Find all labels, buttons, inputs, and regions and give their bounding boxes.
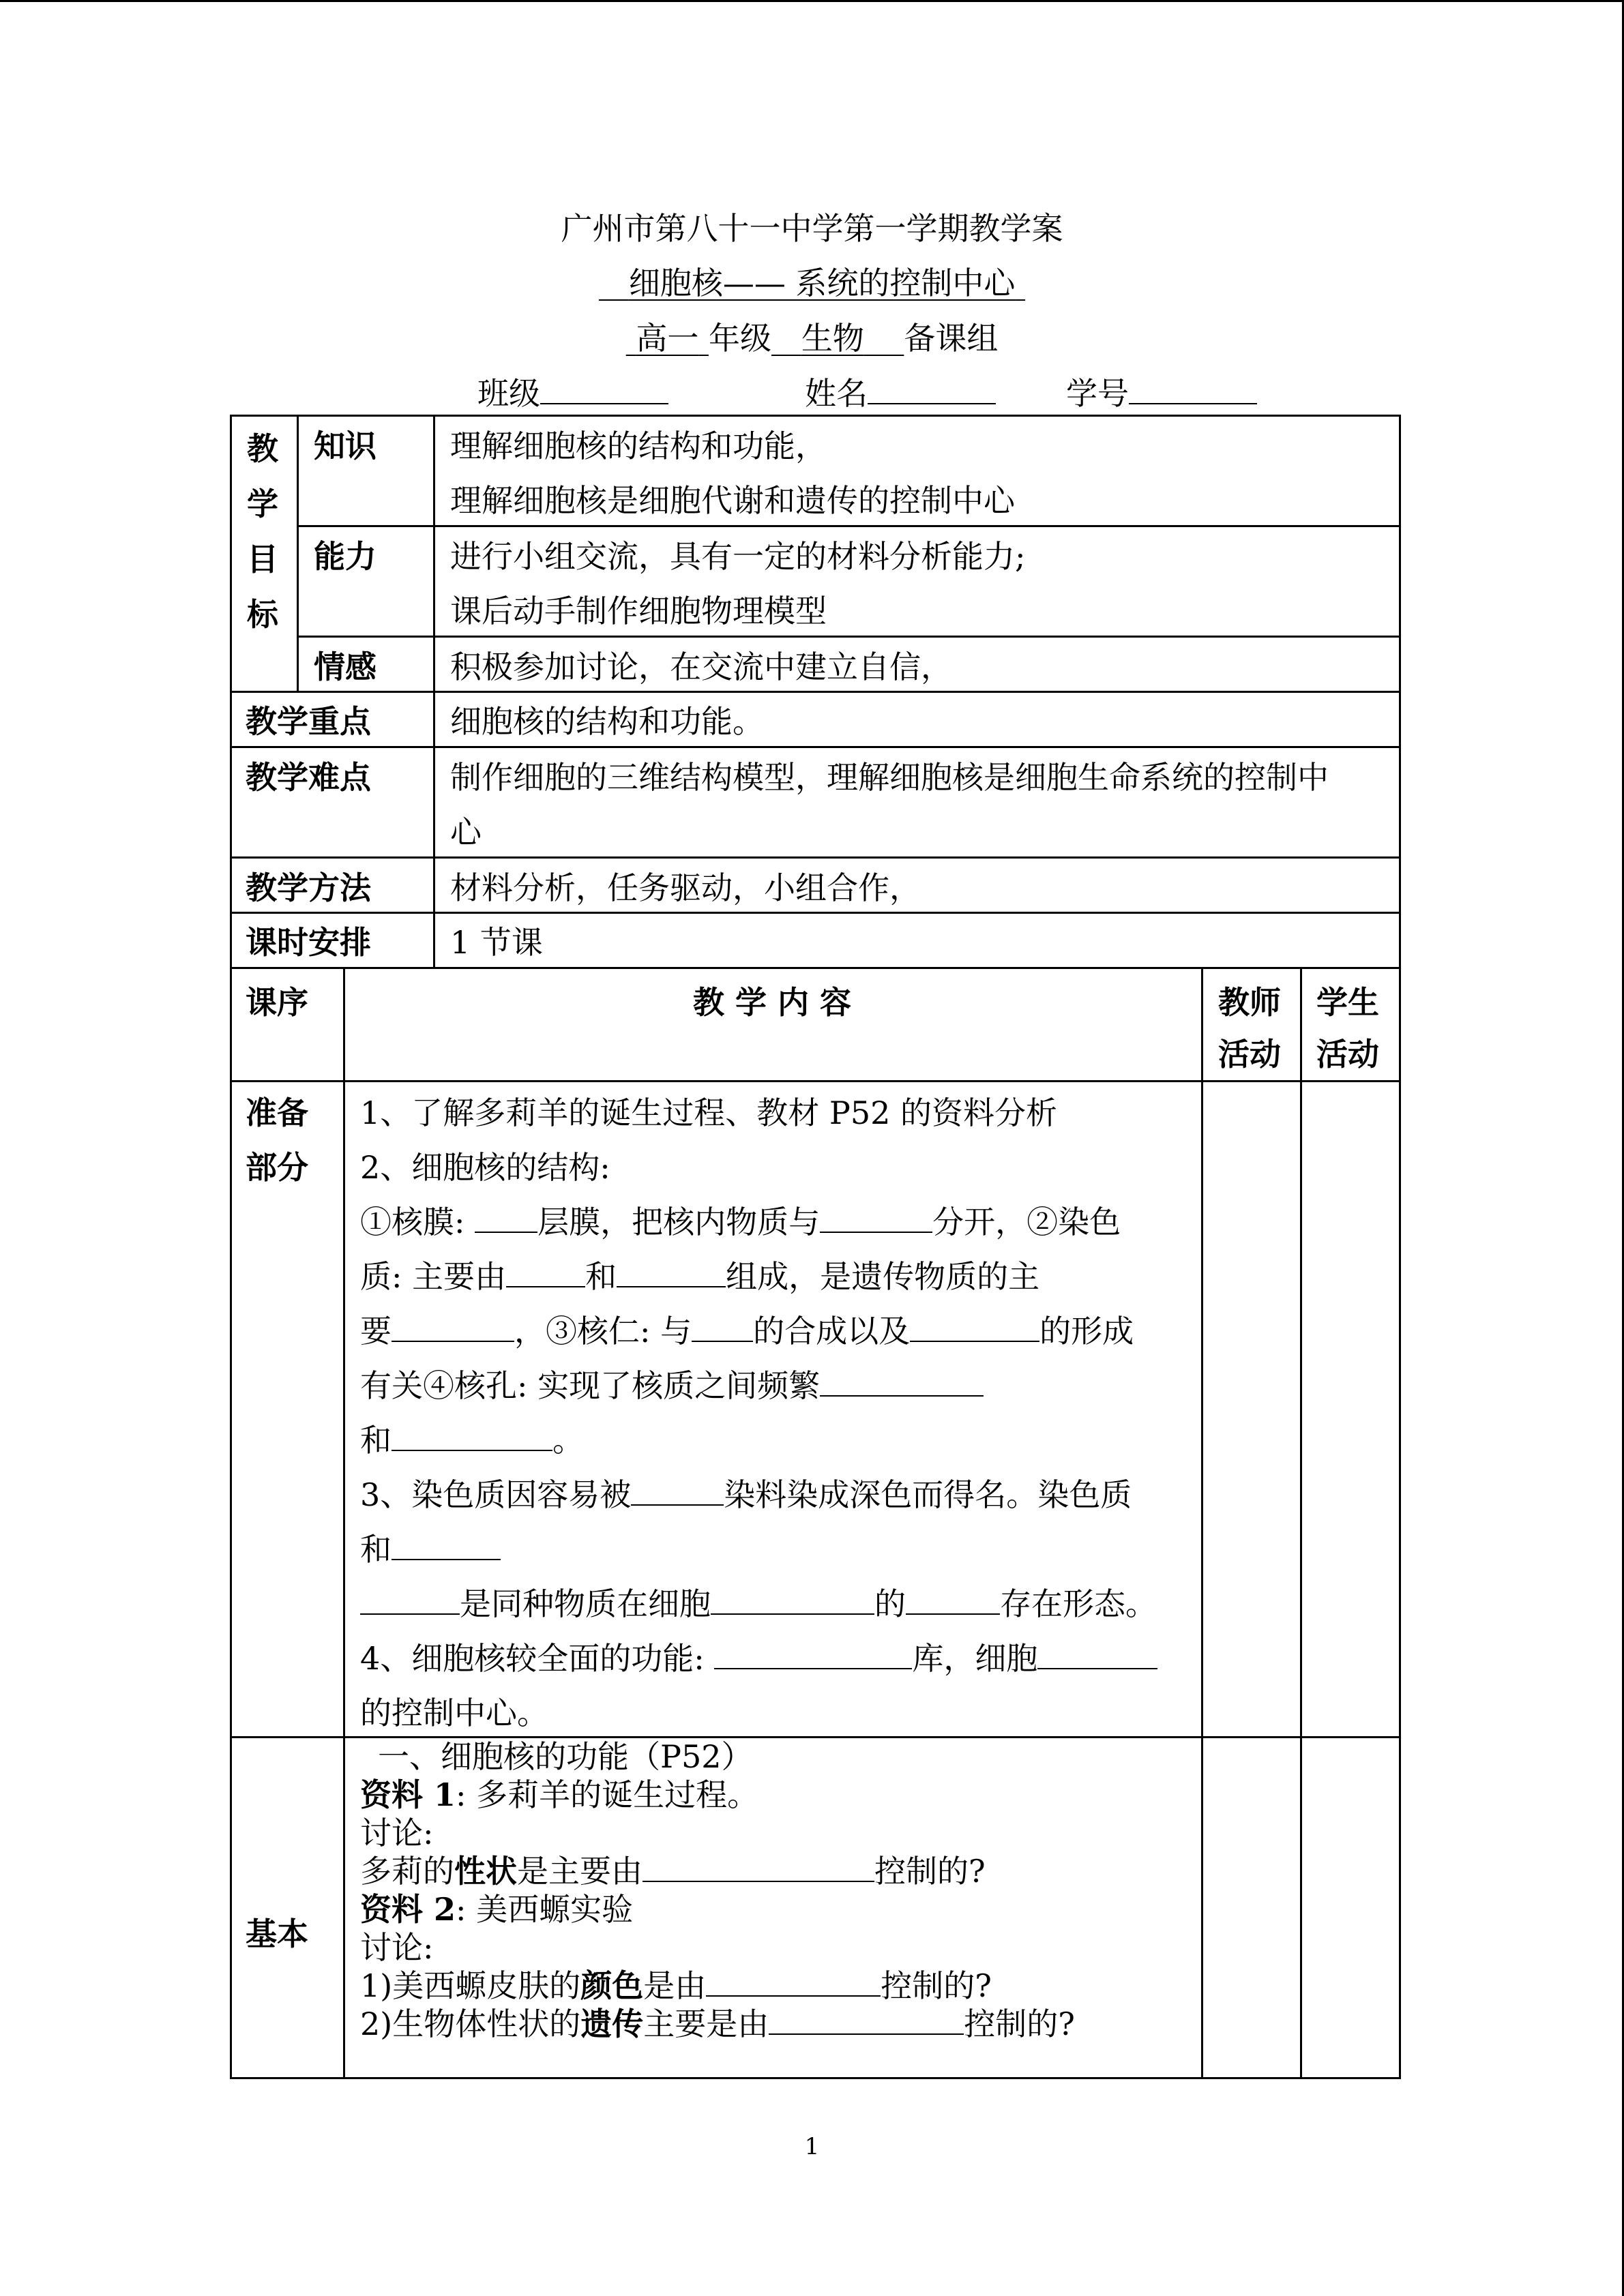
emotion-label: 情感 [314,648,377,685]
subject: 生物 [801,320,864,357]
blank[interactable] [820,1204,932,1233]
schedule-content: 1 节课 [450,924,543,961]
group-suffix: 备课组 [904,320,999,357]
blank[interactable] [1037,1641,1157,1669]
grade-suffix: 年级 [708,320,771,357]
page-border-top [0,0,1624,2]
blank[interactable] [360,1586,460,1615]
school-title: 广州市第八十一中学第一学期教学案 [561,210,1063,247]
blank[interactable] [906,1586,1000,1615]
key-points-content: 细胞核的结构和功能。 [450,703,764,740]
key-points-label: 教学重点 [246,703,371,740]
blank[interactable] [392,1422,552,1451]
methods-content: 材料分析，任务驱动，小组合作， [450,869,921,906]
blank[interactable] [506,1259,585,1287]
knowledge-content: 理解细胞核的结构和功能， 理解细胞核是细胞代谢和遗传的控制中心 [450,428,1015,519]
methods-label: 教学方法 [246,869,371,906]
ability-content: 进行小组交流，具有一定的材料分析能力; 课后动手制作细胞物理模型 [450,538,1026,629]
schedule-label: 课时安排 [246,924,371,961]
blank[interactable] [714,1641,912,1669]
page-number: 1 [804,2133,820,2160]
teacher-activity-header: 教师 活动 [1218,984,1281,1073]
content-header: 教 学 内 容 [692,984,852,1021]
prep-label: 准备 部分 [246,1094,308,1186]
blank[interactable] [631,1477,724,1506]
blank[interactable] [820,1368,984,1397]
blank[interactable] [392,1313,514,1342]
basic-content: 一、细胞核的功能（P52） 资料 1: 多莉羊的诞生过程。 讨论: 多莉的性状是主要由 控制的? 资料 2: 美西螈实验 讨论: 1)美西螈皮肤的颜色是由 控制的? 2)生物体性状的遗传主要是由 控制的? [360,1738,1075,2042]
lesson-title [0,263,1624,303]
name-field[interactable] [805,373,996,414]
blank[interactable] [392,1532,501,1560]
class-label: 班级 [477,375,540,412]
blank[interactable] [706,1968,881,1997]
sequence-header: 课序 [246,984,308,1021]
blank[interactable] [475,1204,537,1233]
blank[interactable] [692,1313,753,1342]
prep-content: 1、了解多莉羊的诞生过程、教材 P52 的资料分析 2、细胞核的结构: ①核膜: 层膜，把核内物质与 分开，②染色 质: 主要由 和 组成，是遗传物质的主 要 ，③核仁: 与 的合成以及 的形成 有关④核孔: 实现了核质之间频繁 和 。 3、染色质因容易被 染料染成深色而得名。染色质 和 是同种物质在细胞 的 存在形态。 4、细胞核较全面的功能: 库，细胞 的控制中心。 [360,1094,1157,1731]
grade-subject-line [0,318,1624,359]
blank[interactable] [617,1259,726,1287]
knowledge-label: 知识 [314,428,377,464]
ability-label: 能力 [314,538,377,575]
lesson-title-text: 细胞核—— 系统的控制中心 [628,265,1016,301]
emotion-content: 积极参加讨论，在交流中建立自信， [450,648,952,685]
name-label: 姓名 [805,375,868,412]
blank[interactable] [910,1313,1039,1342]
basic-label: 基本 [246,1915,308,1952]
blank[interactable] [643,1853,874,1882]
student-activity-header: 学生 活动 [1316,984,1379,1073]
class-field[interactable] [477,373,668,414]
blank[interactable] [711,1586,874,1615]
blank[interactable] [769,2006,964,2035]
number-label: 学号 [1066,375,1129,412]
student-number-field[interactable] [1066,373,1257,414]
difficulties-content: 制作细胞的三维结构模型，理解细胞核是细胞生命系统的控制中 心 [450,759,1329,850]
grade: 高一 [636,320,699,357]
difficulties-label: 教学难点 [246,759,371,796]
